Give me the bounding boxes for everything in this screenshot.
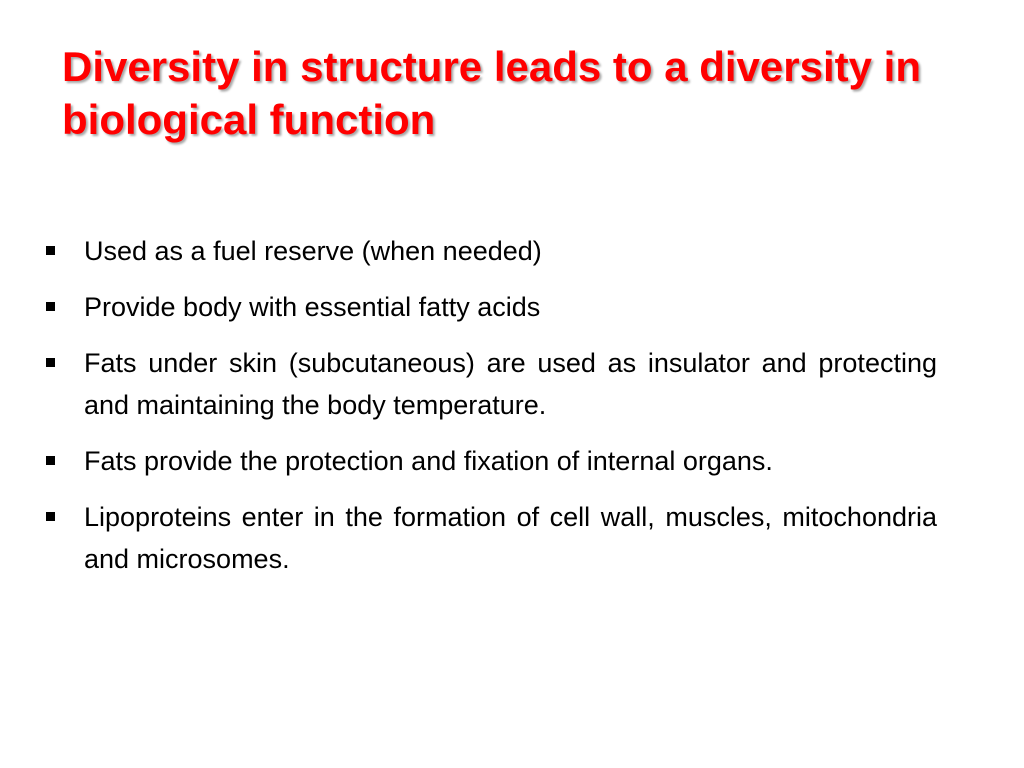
square-bullet-icon [46,246,55,255]
bullet-item-fuel-reserve [44,230,937,272]
bullet-item-lipoproteins [44,496,937,580]
bullet-item-fatty-acids [44,286,937,328]
square-bullet-icon [46,302,55,311]
bullet-list [44,230,937,594]
bullet-text: Fats provide the protection and fixation of internal organs. [84,446,773,476]
bullet-text: Fats under skin (subcutaneous) are used as insulator and protecting and maintaining the body temperature. [84,348,937,420]
bullet-item-insulator [44,342,937,426]
slide-title: Diversity in structure leads to a diversity in biological function [62,43,921,143]
bullet-text: Used as a fuel reserve (when needed) [84,236,542,266]
bullet-text: Provide body with essential fatty acids [84,292,541,322]
square-bullet-icon [46,512,55,521]
square-bullet-icon [46,358,55,367]
bullet-item-organ-protection [44,440,937,482]
bullet-text: Lipoproteins enter in the formation of cell wall, muscles, mitochondria and microsomes. [84,502,937,574]
square-bullet-icon [46,456,55,465]
